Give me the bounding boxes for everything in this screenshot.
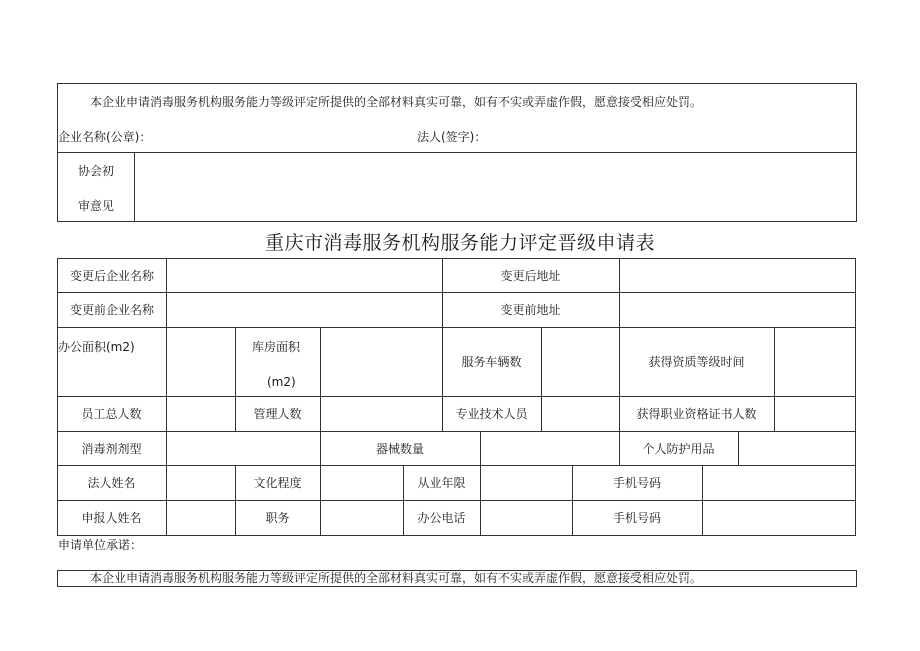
service-vehicles-label: 服务车辆数 xyxy=(461,355,522,369)
years-in-industry-label: 从业年限 xyxy=(417,476,466,490)
office-phone-label: 办公电话 xyxy=(417,511,466,525)
warehouse-area-field[interactable] xyxy=(321,328,442,396)
staff-total-label: 员工总人数 xyxy=(81,407,142,421)
legal-person-name-label: 法人姓名 xyxy=(87,476,136,490)
position-field[interactable] xyxy=(321,501,403,535)
association-opinion-field[interactable] xyxy=(135,153,855,221)
old-company-name-field[interactable] xyxy=(167,293,442,327)
applicant-name-label: 申报人姓名 xyxy=(81,511,142,525)
education-level-label: 文化程度 xyxy=(253,476,302,490)
new-company-name-label: 变更后企业名称 xyxy=(69,268,154,283)
technical-staff-label: 专业技术人员 xyxy=(455,407,528,421)
equipment-quantity-field[interactable] xyxy=(481,432,619,465)
legal-mobile-field[interactable] xyxy=(703,466,855,500)
applicant-mobile-field[interactable] xyxy=(703,501,855,535)
association-opinion-label-line2: 审意见 xyxy=(78,199,115,213)
office-phone-field[interactable] xyxy=(481,501,572,535)
years-in-industry-field[interactable] xyxy=(481,466,572,500)
ppe-label: 个人防护用品 xyxy=(642,441,715,456)
ppe-field[interactable] xyxy=(739,432,855,465)
education-level-field[interactable] xyxy=(321,466,403,500)
office-area-label: 办公面积(m2) xyxy=(58,340,135,354)
association-opinion-label-line1: 协会初 xyxy=(78,164,115,178)
legal-mobile-label: 手机号码 xyxy=(612,476,661,490)
staff-total-field[interactable] xyxy=(167,397,235,431)
disinfectant-type-field[interactable] xyxy=(167,432,320,465)
commitment-label: 申请单位承诺： xyxy=(58,538,143,552)
managers-count-label: 管理人数 xyxy=(253,407,302,421)
warehouse-area-label-line1: 库房面积 xyxy=(252,340,301,354)
qualification-time-label: 获得资质等级时间 xyxy=(648,355,745,369)
legal-person-name-field[interactable] xyxy=(167,466,235,500)
warehouse-area-label-line2: (m2) xyxy=(267,375,296,389)
new-address-field[interactable] xyxy=(620,259,855,292)
old-company-name-label: 变更前企业名称 xyxy=(69,303,154,317)
service-vehicles-field[interactable] xyxy=(542,328,619,396)
equipment-quantity-label: 器械数量 xyxy=(375,441,424,456)
qualification-time-field[interactable] xyxy=(775,328,855,396)
old-address-field[interactable] xyxy=(620,293,855,327)
office-area-field[interactable] xyxy=(167,328,235,396)
managers-count-field[interactable] xyxy=(321,397,442,431)
new-address-label: 变更后地址 xyxy=(500,268,561,283)
new-company-name-field[interactable] xyxy=(167,259,442,292)
applicant-mobile-label: 手机号码 xyxy=(612,511,661,525)
company-name-seal-label: 企业名称(公章)： xyxy=(58,130,152,144)
applicant-name-field[interactable] xyxy=(167,501,235,535)
form-title: 重庆市消毒服务机构服务能力评定晋级申请表 xyxy=(264,232,655,254)
position-label: 职务 xyxy=(265,511,290,525)
bottom-pledge-text: 本企业申请消毒服务机构服务能力等级评定所提供的全部材料真实可靠，如有不实或弄虚作假，愿意接受相应处罚。 xyxy=(90,571,703,585)
certificate-holders-field[interactable] xyxy=(775,397,855,431)
top-pledge-text: 本企业申请消毒服务机构服务能力等级评定所提供的全部材料真实可靠，如有不实或弄虚作假，愿意接受相应处罚。 xyxy=(90,95,703,109)
certificate-holders-label: 获得职业资格证书人数 xyxy=(636,407,757,421)
old-address-label: 变更前地址 xyxy=(500,303,561,317)
technical-staff-field[interactable] xyxy=(542,397,619,431)
legal-person-signature-label: 法人(签字)： xyxy=(417,130,487,144)
disinfectant-type-label: 消毒剂剂型 xyxy=(81,441,142,456)
